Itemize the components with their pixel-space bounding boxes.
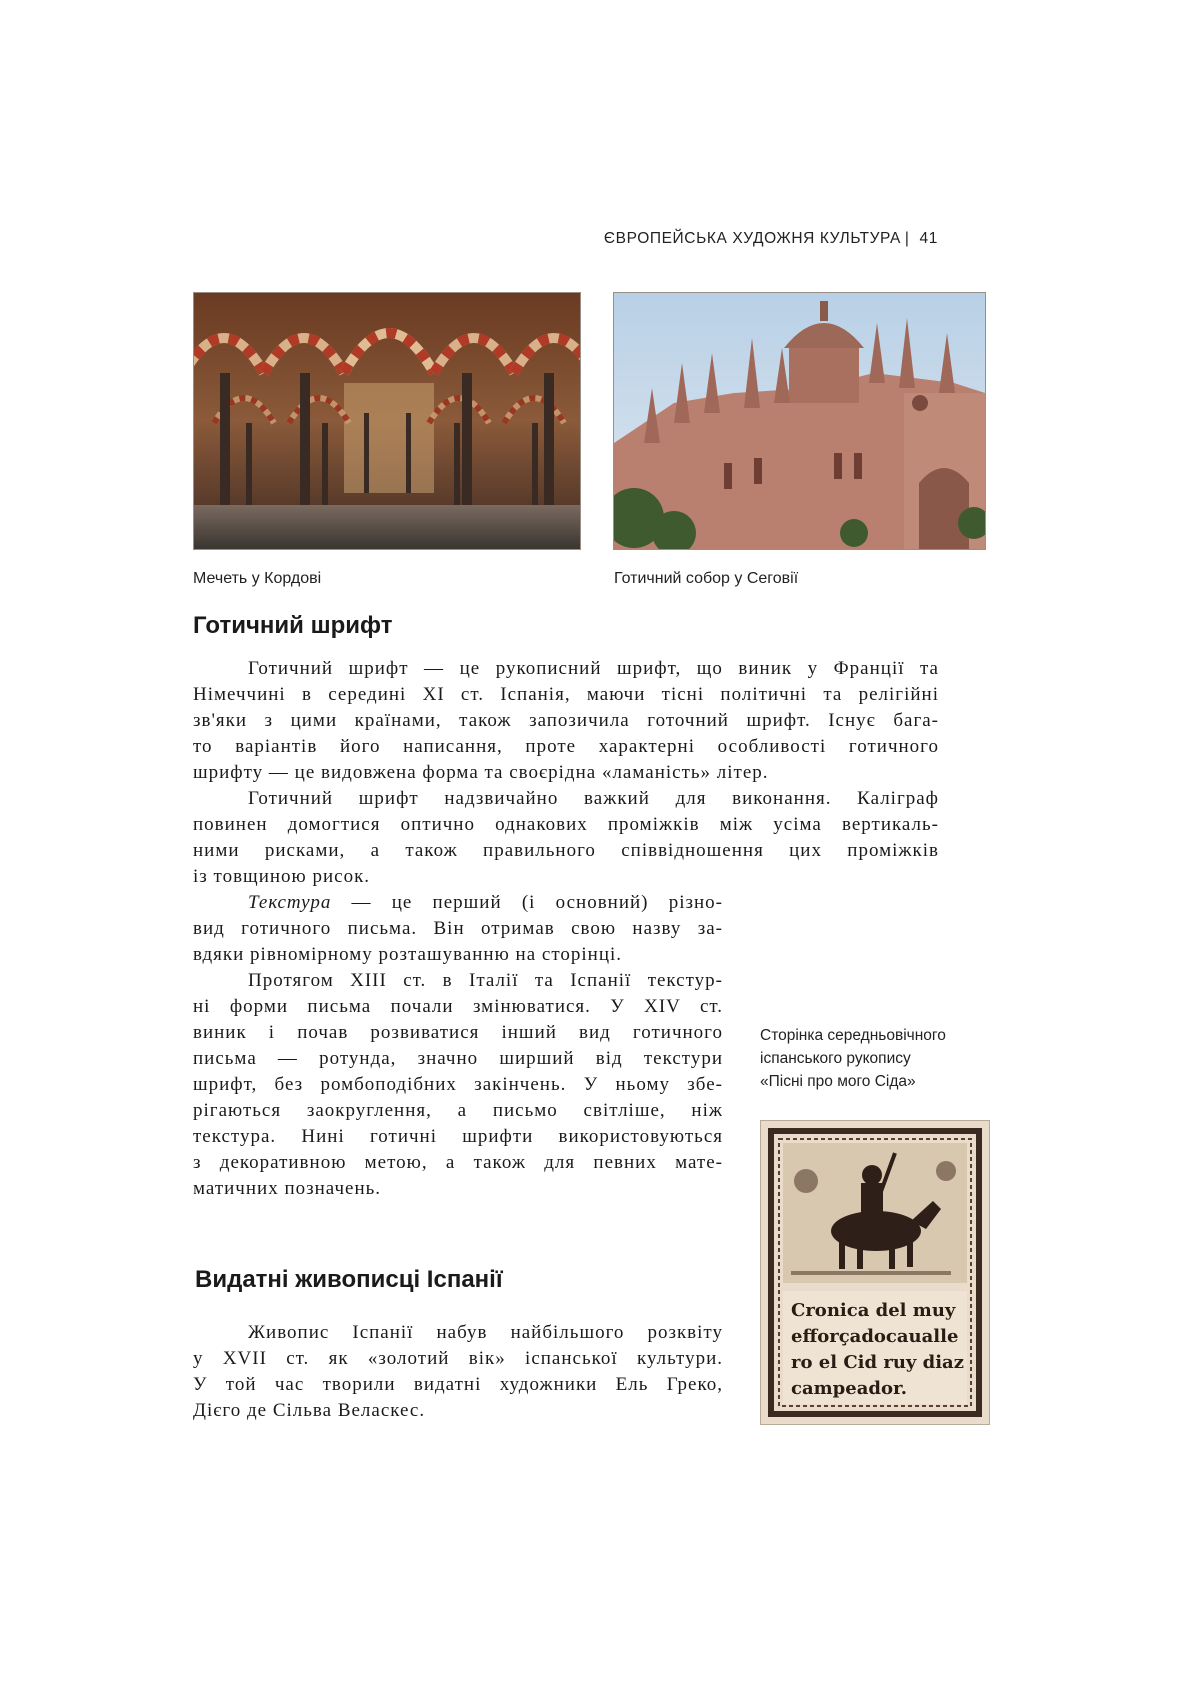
manuscript-caption: [760, 1024, 1000, 1093]
text-line: ними рисками, а також правильного співвідношення цих проміжків: [193, 840, 939, 861]
running-head-separator: |: [904, 230, 910, 247]
section-heading-gothic: Готичний шрифт: [193, 612, 393, 639]
page-number: 41: [919, 230, 938, 247]
text-line: вид готичного письма. Він отримав свою назву за-: [193, 918, 723, 939]
cathedral-caption: Готичний собор у Сеговії: [614, 570, 799, 587]
caption-line: Сторінка середньовічного: [760, 1027, 946, 1044]
gothic-paragraph-2: [193, 786, 939, 890]
text-line: ні форми письма почали змінюватися. У XIV ст.: [193, 996, 723, 1017]
caption-line: іспанського рукопису: [760, 1050, 911, 1067]
running-head: [570, 230, 938, 248]
manuscript-photo: [760, 1120, 990, 1425]
text-line: письма — ротунда, значно ширший від текстури: [193, 1048, 723, 1069]
text-line: [193, 890, 723, 916]
painters-paragraph: [193, 1320, 723, 1424]
running-head-title: ЄВРОПЕЙСЬКА ХУДОЖНЯ КУЛЬТУРА: [603, 230, 901, 247]
plate-line: ro el Cid ruy diaz: [791, 1352, 964, 1373]
text-line: повинен домогтися оптично однакових проміжків між усіма вертикаль-: [193, 814, 939, 835]
gothic-cathedral-photo-icon: [614, 293, 985, 549]
plate-line: campeador.: [791, 1378, 908, 1399]
text-line: зв'яки з цими країнами, також запозичила готочний шрифт. Існує бага-: [193, 710, 939, 731]
text-line: у XVII ст. як «золотий вік» іспанської культури.: [193, 1348, 723, 1369]
manuscript-page-photo-icon: [761, 1121, 989, 1424]
mosque-arches-photo-icon: [194, 293, 580, 549]
gothic-paragraph-1: [193, 656, 939, 786]
gothic-paragraph-3: [193, 890, 723, 968]
caption-line: «Пісні про мого Сіда»: [760, 1073, 916, 1090]
mosque-caption: Мечеть у Кордові: [193, 570, 322, 587]
plate-line: Cronica del muy: [791, 1300, 956, 1321]
mosque-photo: [193, 292, 581, 550]
text-line: рігаються заокруглення, а письмо світліше, ніж: [193, 1100, 723, 1121]
text-line: У той час творили видатні художники Ель Греко,: [193, 1374, 723, 1395]
text-line: Готичний шрифт надзвичайно важкий для виконання. Каліграф: [248, 788, 939, 809]
text-line: Протягом XIII ст. в Італії та Іспанії текстур-: [248, 970, 723, 991]
text-line: шрифт, без ромбоподібних закінчень. У ньому збе-: [193, 1074, 723, 1095]
text-line: то варіантів його написання, проте характерні особливості готичного: [193, 736, 939, 757]
text-line: Німеччині в середині XI ст. Іспанія, маючи тісні політичні та релігійні: [193, 684, 939, 705]
cathedral-photo: [613, 292, 986, 550]
plate-line: efforçadocaualle: [791, 1326, 959, 1347]
text-line: шрифту — це видовжена форма та своєрідна «ламаність» літер.: [193, 762, 769, 783]
text-line: із товщиною рисок.: [193, 866, 371, 887]
text-line: текстура. Нині готичні шрифти використовуються: [193, 1126, 723, 1147]
text-line: Готичний шрифт — це рукописний шрифт, що виник у Франції та: [248, 658, 939, 679]
term-textura: Текстура: [248, 892, 332, 913]
text-line: Живопис Іспанії набув найбільшого розквіту: [248, 1322, 723, 1343]
text-line: виник і почав розвиватися інший вид готичного: [193, 1022, 723, 1043]
section-heading-painters: Видатні живописці Іспанії: [195, 1266, 503, 1293]
text-line: з декоративною метою, а також для певних мате-: [193, 1152, 723, 1173]
text-line: вдяки рівномірному розташуванню на сторінці.: [193, 944, 623, 965]
text-line: Дієго де Сільва Веласкес.: [193, 1400, 426, 1421]
text-line: матичних позначень.: [193, 1178, 382, 1199]
gothic-paragraph-4: [193, 968, 723, 1202]
text-fragment: — це перший (і основний) різно-: [331, 892, 723, 913]
